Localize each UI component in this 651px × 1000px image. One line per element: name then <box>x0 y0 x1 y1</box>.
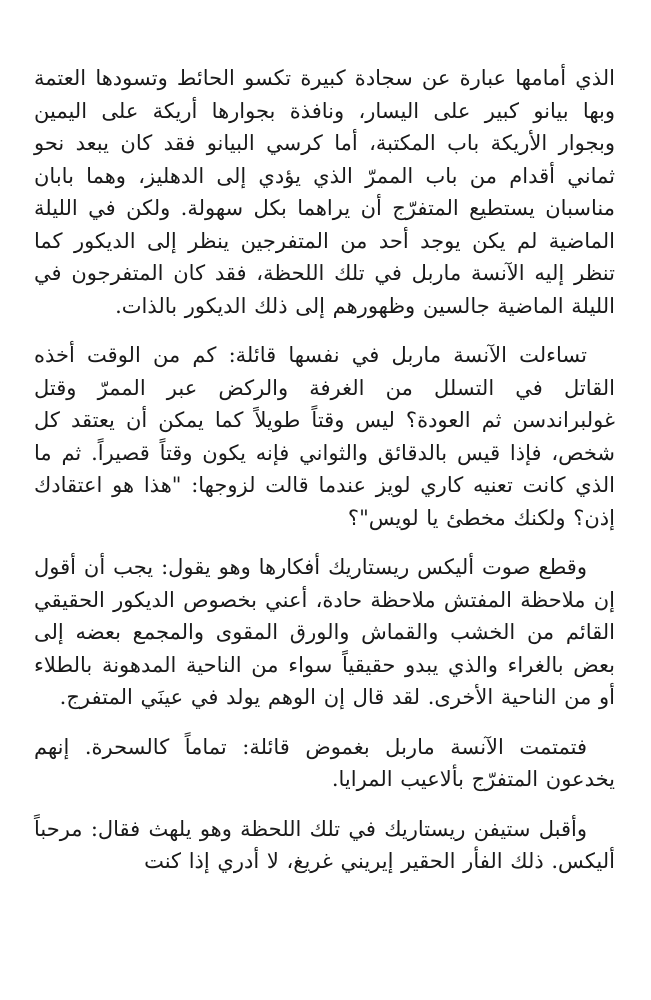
paragraph-3: وقطع صوت أليكس ريستاريك أفكارها وهو يقول: يجب أن أقول إن ملاحظة المفتش ملاحظة حادة، أعني بخصوص الديكور الحقيقي القائم من الخشب والقماش والورق المقوى والمجمع بعضه إلى بعض بالغراء والذي يبدو حقيقياً سواء من الناحية المدهونة بالطلاء أو من الناحية الأخرى. لقد قال إن الوهم يولد في عينَي المتفرج. <box>34 555 615 709</box>
paragraph-4: فتمتمت الآنسة ماربل بغموض قائلة: تماماً كالسحرة. إنهم يخدعون المتفرّج بألاعيب المرايا. <box>34 734 615 791</box>
paragraph-2: تساءلت الآنسة ماربل في نفسها قائلة: كم من الوقت أخذه القاتل في التسلل من الغرفة والركض عبر الممرّ وقتل غولبراندسن ثم العودة؟ ليس وقتاً طويلاً كما يمكن أن يعتقد كل شخص، فإذا قيس بالدقائق والثواني فإنه يكون وقتاً قصيراً. ثم ما الذي كانت تعنيه كاري لويز عندما قالت لزوجها: "هذا هو اعتقادك إذن؟ ولكنك مخطئ يا لويس"؟ <box>34 343 615 530</box>
paragraph-5: وأقبل ستيفن ريستاريك في تلك اللحظة وهو يلهث فقال: مرحباً أليكس. ذلك الفأر الحقير إيريني غريغ، لا أدري إذا كنت <box>34 816 615 873</box>
paragraph-1: الذي أمامها عبارة عن سجادة كبيرة تكسو الحائط وتسودها العتمة وبها بيانو كبير على اليسار، ونافذة بجوارها أريكة على اليمين وبجوار الأريكة باب المكتبة، أما كرسي البيانو فقد كان يبعد نحو ثماني أقدام من باب الممرّ الذي يؤدي إلى الدهليز، وهما بابان مناسبان يستطيع المتفرّج أن يراهما بكل سهولة. ولكن في الليلة الماضية لم يكن يوجد أحد من المتفرجين ينظر إلى الديكور كما تنظر إليه الآنسة ماربل في تلك اللحظة، فقد كان المتفرجون في الليلة الماضية جالسين وظهورهم إلى ذلك الديكور بالذات. <box>34 66 615 318</box>
